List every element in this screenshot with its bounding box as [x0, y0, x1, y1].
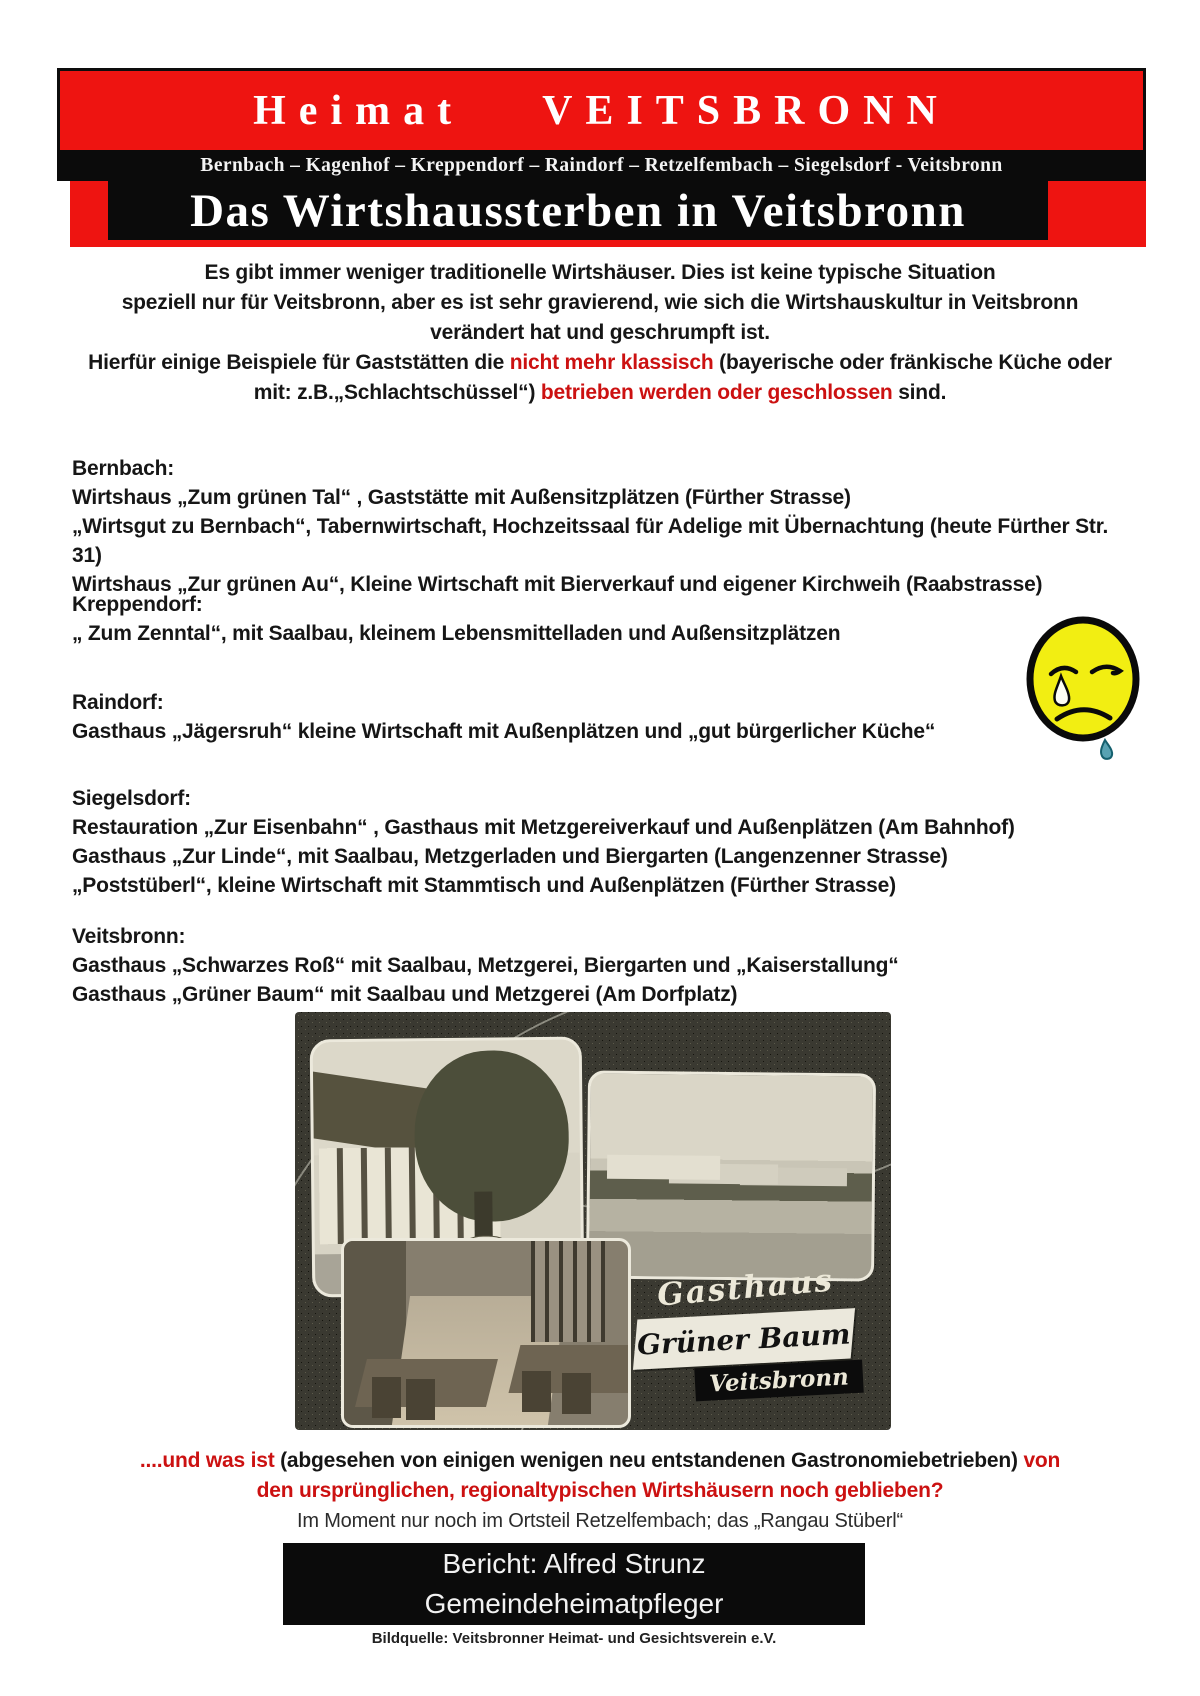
section-title: Raindorf:: [72, 691, 164, 714]
sad-crying-face-icon: [1026, 616, 1142, 768]
list-item: Gasthaus „Schwarzes Roß“ mit Saalbau, Metzgerei, Biergarten und „Kaiserstallung“: [72, 954, 899, 977]
intro-line: verändert hat und geschrumpft ist.: [430, 321, 770, 344]
section-siegelsdorf: [72, 784, 1132, 900]
closing-segment-red: ....und was ist: [139, 1449, 281, 1472]
intro-segment: sind.: [892, 381, 947, 404]
section-kreppendorf: [72, 590, 1132, 648]
section-title: Veitsbronn:: [72, 925, 186, 948]
list-item: „Poststüberl“, kleine Wirtschaft mit Stammtisch und Außenplätzen (Fürther Strasse): [72, 874, 896, 897]
photo-lattice: [531, 1241, 605, 1342]
report-author: Bericht: Alfred Strunz: [442, 1548, 706, 1579]
section-title: Siegelsdorf:: [72, 787, 191, 810]
section-title: Kreppendorf:: [72, 593, 203, 616]
villages-line: Bernbach – Kagenhof – Kreppendorf – Raindorf – Retzelfembach – Siegelsdorf - Veitsbronn: [200, 154, 1003, 176]
list-item: Wirtshaus „Zum grünen Tal“ , Gaststätte mit Außensitzplätzen (Fürther Strasse): [72, 486, 851, 509]
masthead-banner: [57, 68, 1146, 150]
postcard-photo-interior: [341, 1238, 631, 1428]
postcard-label-place: Veitsbronn: [708, 1363, 850, 1398]
section-veitsbronn: [72, 922, 1132, 1009]
masthead-title-word1: Heimat: [253, 87, 465, 134]
intro-segment-red: betrieben werden oder geschlossen: [540, 381, 893, 404]
closing-segment: (abgesehen von einigen wenigen neu entstandenen Gastronomiebetrieben): [280, 1449, 1018, 1472]
postcard-gruener-baum: [295, 1012, 891, 1430]
postcard-label-gasthaus: Gasthaus: [655, 1262, 836, 1314]
postcard-place-banner: [694, 1360, 863, 1402]
list-item: Gasthaus „Grüner Baum“ mit Saalbau und Metzgerei (Am Dorfplatz): [72, 983, 738, 1006]
page-headline: Das Wirtshaussterben in Veitsbronn: [190, 184, 966, 237]
list-item: „ Zum Zenntal“, mit Saalbau, kleinem Lebensmittelladen und Außensitzplätzen: [72, 622, 841, 645]
intro-paragraph: [60, 258, 1140, 408]
closing-paragraph: [60, 1446, 1140, 1536]
list-item: „Wirtsgut zu Bernbach“, Tabernwirtschaft, Hochzeitssaal für Adelige mit Übernachtung (heute Fürther Str. 31): [72, 515, 1109, 567]
intro-segment-red: nicht mehr klassisch: [509, 351, 714, 374]
section-title: Bernbach:: [72, 457, 175, 480]
intro-line: [60, 348, 1140, 378]
section-raindorf: [72, 688, 1132, 746]
list-item: Restauration „Zur Eisenbahn“ , Gasthaus mit Metzgereiverkauf und Außenplätzen (Am Bahnhof): [72, 816, 1015, 839]
postcard-label-name: Grüner Baum: [636, 1316, 852, 1362]
photo-distant-buildings: [607, 1154, 720, 1179]
list-item: Gasthaus „Zur Linde“, mit Saalbau, Metzgerladen und Biergarten (Langenzenner Strasse): [72, 845, 948, 868]
intro-line: [60, 378, 1140, 408]
list-item: Wirtshaus „Zur grünen Au“, Kleine Wirtschaft mit Bierverkauf und eigener Kirchweih (Raabstrasse): [72, 573, 1043, 596]
intro-segment: (bayerische oder fränkische Küche oder: [713, 351, 1112, 374]
headline-black-box: [108, 181, 1048, 240]
intro-segment: mit: z.B.„Schlachtschüssel“): [253, 381, 541, 404]
closing-line-red: den ursprünglichen, regionaltypischen Wirtshäusern noch geblieben?: [256, 1479, 944, 1502]
list-item: Gasthaus „Jägersruh“ kleine Wirtschaft mit Außenplätzen und „gut bürgerlicher Küche“: [72, 720, 936, 743]
image-source-caption: Bildquelle: Veitsbronner Heimat- und Gesichtsverein e.V.: [371, 1630, 777, 1647]
villages-bar: [57, 150, 1146, 181]
photo-chairs: [372, 1377, 400, 1417]
section-bernbach: [72, 454, 1132, 599]
closing-line: [60, 1446, 1140, 1476]
report-credit-box: [283, 1543, 865, 1625]
intro-segment: Hierfür einige Beispiele für Gaststätten die: [88, 351, 510, 374]
intro-line: speziell nur für Veitsbronn, aber es ist sehr gravierend, wie sich die Wirtshauskultur in Veitsbronn: [121, 291, 1079, 314]
report-role: Gemeindeheimatpfleger: [424, 1588, 724, 1619]
masthead-title-word2: VEITSBRONN: [542, 87, 950, 134]
postcard-name-banner: [633, 1308, 855, 1370]
closing-segment-red: von: [1017, 1449, 1061, 1472]
intro-line: Es gibt immer weniger traditionelle Wirtshäuser. Dies ist keine typische Situation: [204, 261, 996, 284]
closing-line-plain: Im Moment nur noch im Ortsteil Retzelfembach; das „Rangau Stüberl“: [297, 1510, 903, 1532]
